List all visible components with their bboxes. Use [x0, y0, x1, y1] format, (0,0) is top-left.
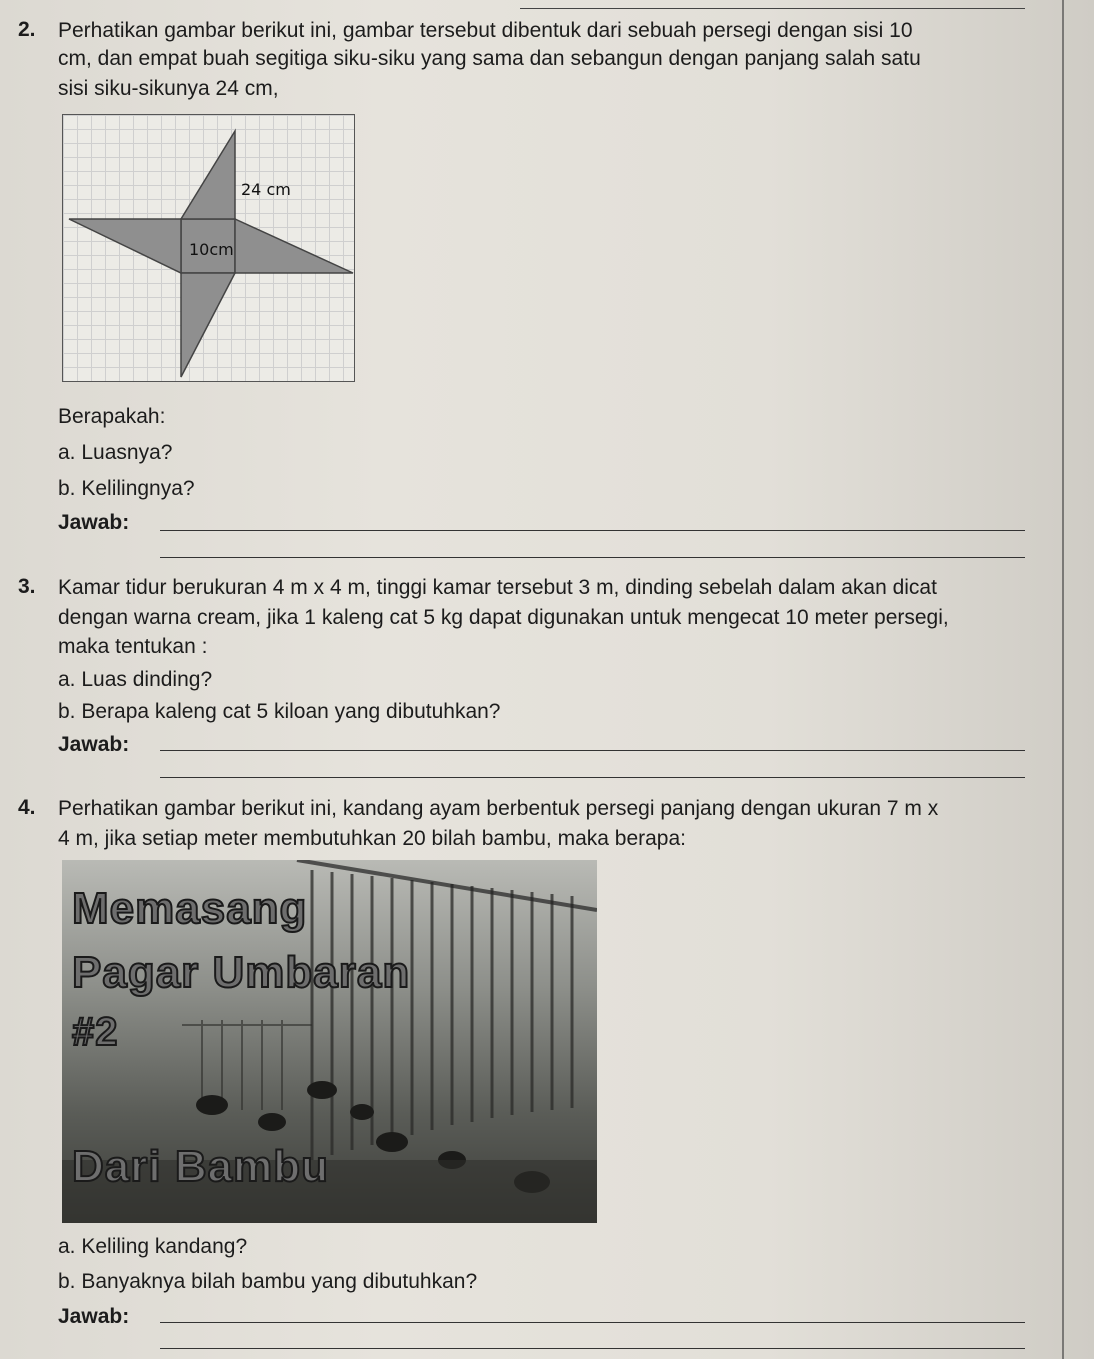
photo-title-2: Pagar Umbaran	[72, 948, 411, 997]
pinwheel-figure	[62, 114, 355, 382]
triangle-top	[181, 131, 235, 219]
label-24cm: 24 cm	[241, 180, 291, 199]
q2-number: 2.	[18, 18, 36, 41]
q4-line-2: 4 m, jika setiap meter membutuhkan 20 bilah bambu, maka berapa:	[58, 827, 687, 850]
q3-line-1: Kamar tidur berukuran 4 m x 4 m, tinggi kamar tersebut 3 m, dinding sebelah dalam akan dicat	[58, 576, 937, 599]
q2-answer-line-1[interactable]	[160, 530, 1025, 531]
chicken-coop-photo	[62, 860, 597, 1223]
q2-item-a: a. Luasnya?	[58, 441, 173, 464]
q3-line-3: maka tentukan :	[58, 635, 208, 658]
q2-line-3: sisi siku-sikunya 24 cm,	[58, 77, 279, 100]
triangle-right	[235, 219, 353, 273]
q2-answer-label: Jawab:	[58, 511, 130, 534]
photo-title-1: Memasang	[72, 884, 308, 933]
q3-item-a: a. Luas dinding?	[58, 668, 213, 691]
triangle-left	[69, 219, 181, 273]
q4-item-b: b. Banyaknya bilah bambu yang dibutuhkan?	[58, 1270, 478, 1293]
photo-title-3: #2	[72, 1010, 119, 1054]
q2-answer-line-2[interactable]	[160, 557, 1025, 558]
q4-line-1: Perhatikan gambar berikut ini, kandang ayam berbentuk persegi panjang dengan ukuran 7 m x	[58, 797, 939, 820]
q4-answer-line-2[interactable]	[160, 1348, 1025, 1349]
q3-item-b: b. Berapa kaleng cat 5 kiloan yang dibutuhkan?	[58, 700, 501, 723]
q3-answer-label: Jawab:	[58, 733, 130, 756]
q4-item-a: a. Keliling kandang?	[58, 1235, 248, 1258]
page-edge	[1062, 0, 1064, 1359]
q3-line-2: dengan warna cream, jika 1 kaleng cat 5 kg dapat digunakan untuk mengecat 10 meter persegi,	[58, 606, 949, 629]
q4-answer-label: Jawab:	[58, 1305, 130, 1328]
label-10cm: 10cm	[189, 240, 234, 259]
pinwheel-svg	[63, 115, 354, 381]
q3-answer-line-2[interactable]	[160, 777, 1025, 778]
q4-answer-line-1[interactable]	[160, 1322, 1025, 1323]
q4-number: 4.	[18, 796, 36, 819]
q3-number: 3.	[18, 575, 36, 598]
photo-title-4: Dari Bambu	[72, 1142, 329, 1191]
q3-answer-line-1[interactable]	[160, 750, 1025, 751]
q2-line-1: Perhatikan gambar berikut ini, gambar tersebut dibentuk dari sebuah persegi dengan sisi 10	[58, 19, 913, 42]
q2-line-2: cm, dan empat buah segitiga siku-siku yang sama dan sebangun dengan panjang salah satu	[58, 47, 921, 70]
q2-ask: Berapakah:	[58, 405, 166, 428]
q2-item-b: b. Kelilingnya?	[58, 477, 195, 500]
top-rule	[520, 8, 1025, 9]
triangle-bottom	[181, 273, 235, 377]
